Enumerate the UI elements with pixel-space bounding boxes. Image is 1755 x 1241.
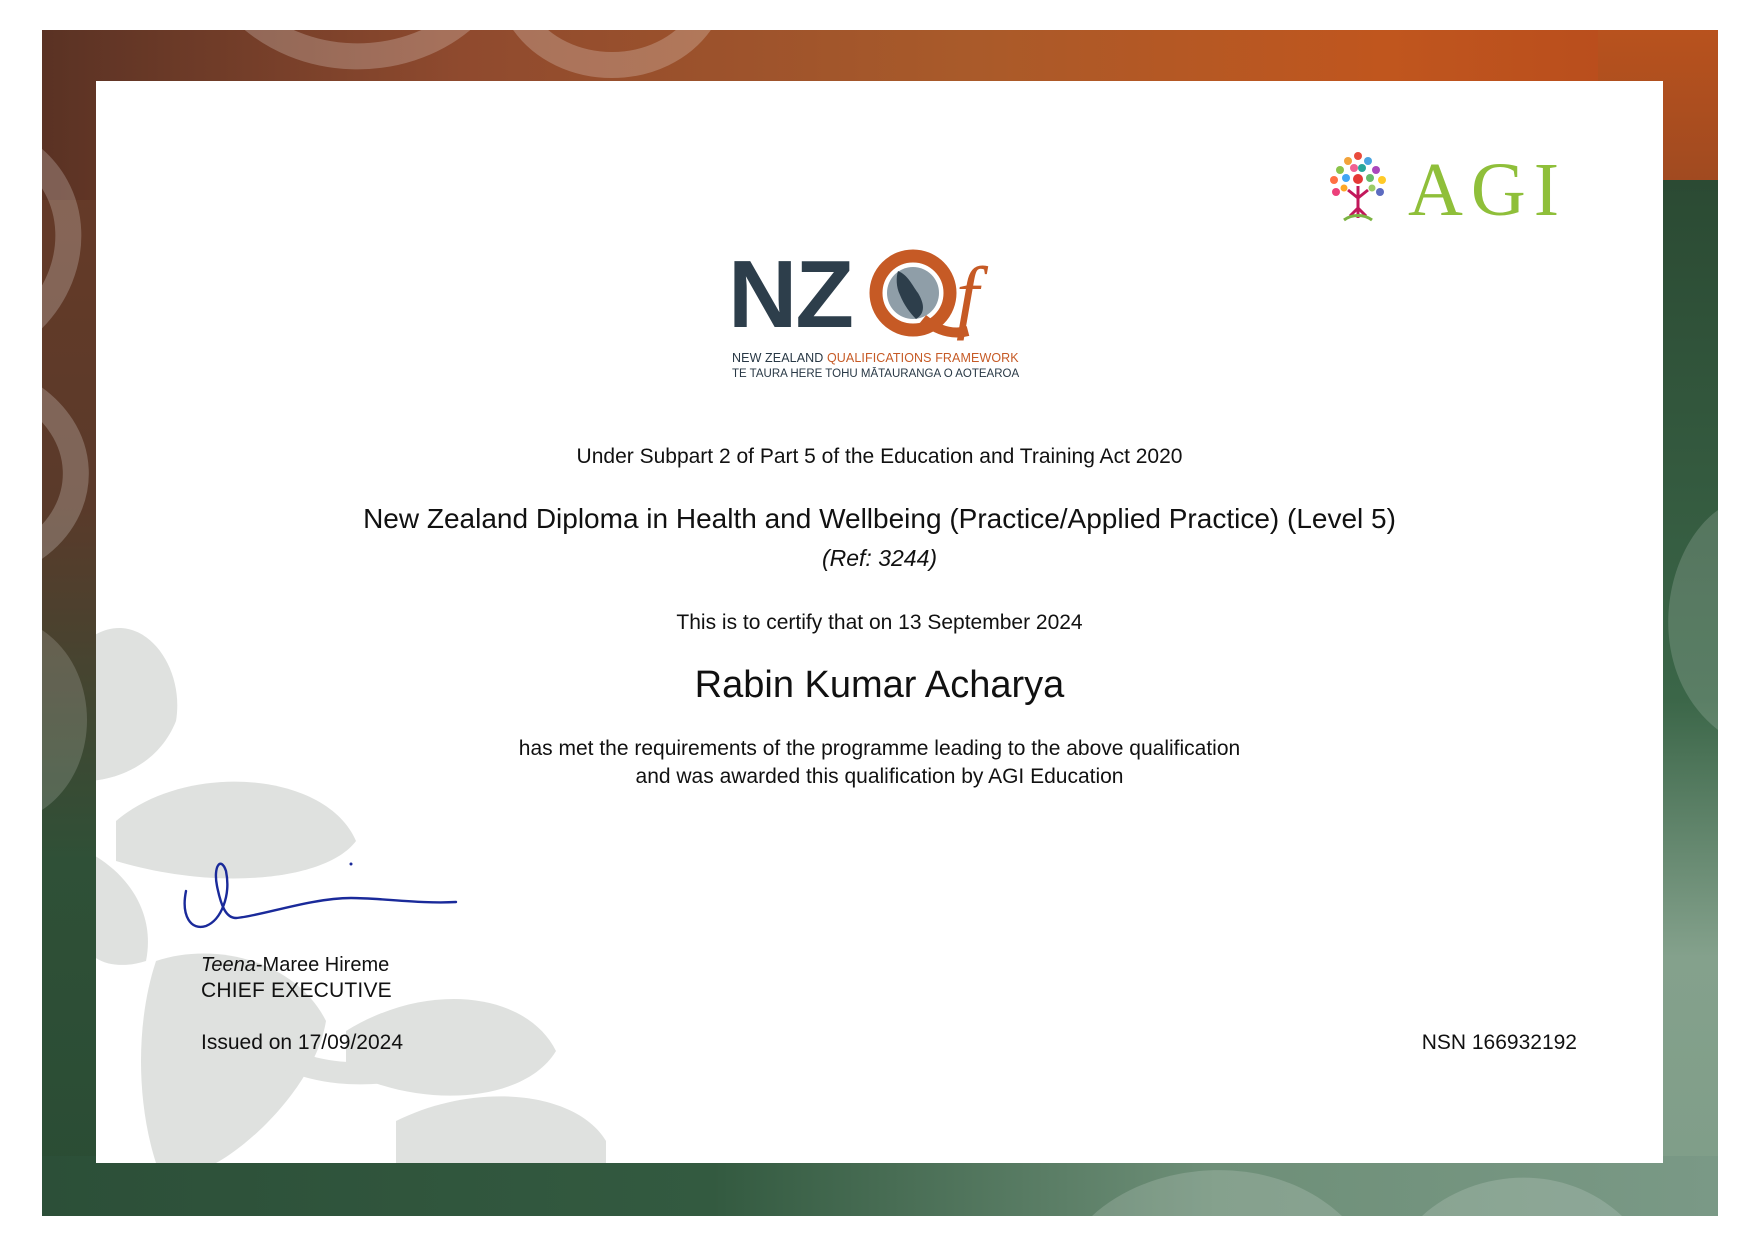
- signatory-name: Teena-Maree Hireme: [201, 954, 390, 976]
- nzqf-tagline-maori: TE TAURA HERE TOHU MĀTAURANGA O AOTEAROA: [732, 368, 1020, 380]
- act-reference: Under Subpart 2 of Part 5 of the Education and Training Act 2020: [576, 445, 1183, 468]
- qualification-ref: (Ref: 3244): [821, 545, 938, 571]
- nzqf-tagline-english: NEW ZEALAND QUALIFICATIONS FRAMEWORK: [732, 351, 1019, 365]
- qualification-title: New Zealand Diploma in Health and Wellbeing (Practice/Applied Practice) (Level 5): [363, 503, 1396, 534]
- svg-text:f: f: [956, 250, 979, 341]
- certify-line: This is to certify that on 13 September 2024: [676, 611, 1083, 634]
- recipient-name: Rabin Kumar Acharya: [694, 664, 1065, 706]
- issued-date: Issued on 17/09/2024: [201, 1031, 404, 1054]
- requirements-line-1: has met the requirements of the programme leading to the above qualification: [518, 737, 1241, 760]
- signature: [181, 856, 481, 946]
- nzqf-logo: [728, 231, 1028, 371]
- nsn-number: NSN 166932192: [1421, 1031, 1577, 1054]
- agi-logo-text: AGI: [1408, 148, 1568, 232]
- requirements-line-2: and was awarded this qualification by AGI Education: [635, 765, 1124, 788]
- signatory-title: CHIEF EXECUTIVE: [201, 979, 392, 1002]
- svg-text:NZ: NZ: [728, 241, 852, 348]
- certificate-card: [96, 81, 1663, 1163]
